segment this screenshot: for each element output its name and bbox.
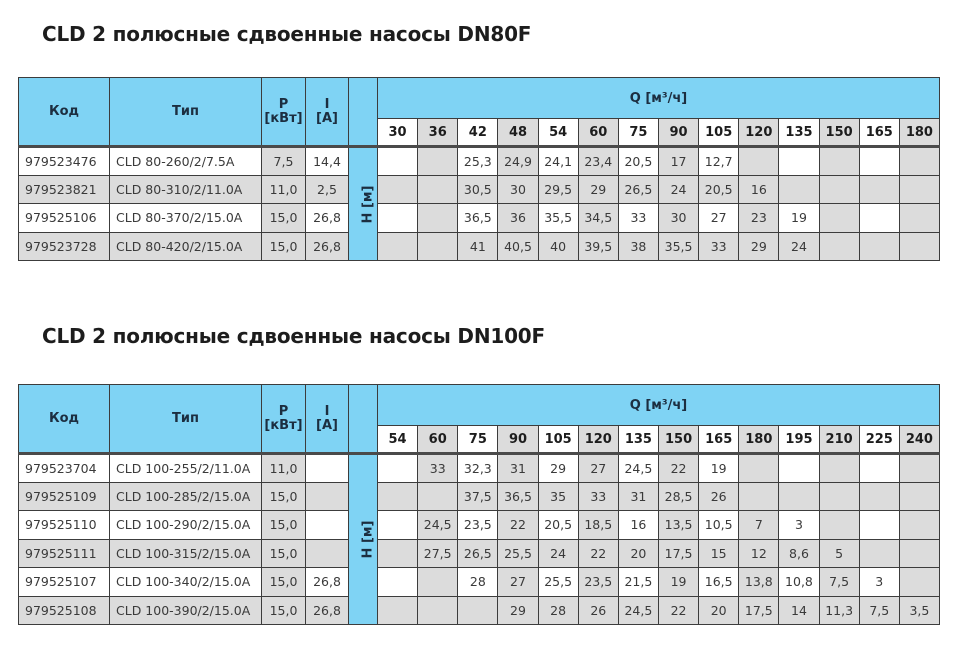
cell-head-value: 33 — [699, 232, 739, 261]
cell-current: 26,8 — [306, 568, 349, 597]
cell-head-value: 29 — [498, 596, 538, 625]
cell-head-value: 41 — [458, 232, 498, 261]
current-symbol: I — [324, 403, 330, 419]
cell-head-value — [899, 511, 939, 540]
cell-head-value: 25,5 — [498, 539, 538, 568]
cell-head-value: 24,9 — [498, 147, 538, 176]
power-unit: [кВт] — [264, 417, 303, 433]
cell-head-value — [819, 175, 859, 204]
head-axis-label — [349, 147, 378, 261]
flow-value-header: 135 — [779, 119, 819, 147]
cell-head-value — [819, 482, 859, 511]
table-row — [19, 175, 940, 204]
cell-head-value — [378, 232, 418, 261]
flow-value-header: 165 — [699, 426, 739, 454]
cell-code: 979523821 — [19, 175, 110, 204]
cell-head-value: 28,5 — [658, 482, 698, 511]
table-row — [19, 596, 940, 625]
pump-table-dn80f — [18, 77, 940, 261]
flow-value-header: 75 — [618, 119, 658, 147]
cell-head-value: 19 — [779, 204, 819, 233]
cell-head-value — [859, 539, 899, 568]
cell-head-value: 3,5 — [899, 596, 939, 625]
cell-head-value: 36,5 — [498, 482, 538, 511]
cell-current — [306, 454, 349, 483]
column-header-head-spacer — [349, 385, 378, 454]
cell-current: 14,4 — [306, 147, 349, 176]
cell-type: CLD 80-420/2/15.0A — [110, 232, 262, 261]
flow-value-header: 90 — [658, 119, 698, 147]
table-body — [19, 454, 940, 625]
cell-head-value — [378, 568, 418, 597]
cell-head-value — [779, 482, 819, 511]
flow-value-header: 150 — [819, 119, 859, 147]
column-header-head-spacer — [349, 78, 378, 147]
cell-current: 26,8 — [306, 596, 349, 625]
column-header-power — [262, 385, 306, 454]
cell-head-value — [859, 232, 899, 261]
cell-head-value: 33 — [578, 482, 618, 511]
cell-head-value: 26 — [699, 482, 739, 511]
cell-head-value: 40 — [538, 232, 578, 261]
flow-value-header: 210 — [819, 426, 859, 454]
cell-head-value: 33 — [418, 454, 458, 483]
cell-head-value: 8,6 — [779, 539, 819, 568]
cell-head-value: 29 — [538, 454, 578, 483]
cell-head-value: 29,5 — [538, 175, 578, 204]
cell-head-value: 26,5 — [618, 175, 658, 204]
cell-head-value: 27,5 — [418, 539, 458, 568]
cell-head-value — [779, 147, 819, 176]
flow-value-header: 135 — [618, 426, 658, 454]
head-axis-label — [349, 454, 378, 625]
cell-head-value: 7 — [739, 511, 779, 540]
power-symbol: P — [278, 403, 289, 419]
cell-head-value: 40,5 — [498, 232, 538, 261]
flow-value-header: 105 — [699, 119, 739, 147]
table-row — [19, 482, 940, 511]
column-header-flow: Q [м³/ч] — [378, 78, 940, 119]
cell-power: 15,0 — [262, 539, 306, 568]
cell-head-value — [899, 147, 939, 176]
cell-head-value: 10,5 — [699, 511, 739, 540]
cell-current: 2,5 — [306, 175, 349, 204]
cell-type: CLD 100-315/2/15.0A — [110, 539, 262, 568]
cell-head-value: 3 — [779, 511, 819, 540]
cell-head-value — [779, 175, 819, 204]
cell-head-value: 34,5 — [578, 204, 618, 233]
cell-head-value: 5 — [819, 539, 859, 568]
cell-code: 979525110 — [19, 511, 110, 540]
cell-head-value — [418, 482, 458, 511]
cell-head-value: 20,5 — [618, 147, 658, 176]
cell-head-value: 3 — [859, 568, 899, 597]
cell-head-value: 35,5 — [658, 232, 698, 261]
cell-head-value: 30 — [498, 175, 538, 204]
flow-value-header: 105 — [538, 426, 578, 454]
cell-head-value — [819, 454, 859, 483]
cell-head-value: 32,3 — [458, 454, 498, 483]
cell-head-value: 38 — [618, 232, 658, 261]
cell-head-value: 19 — [658, 568, 698, 597]
cell-head-value: 18,5 — [578, 511, 618, 540]
flow-value-header: 120 — [578, 426, 618, 454]
flow-value-header: 54 — [538, 119, 578, 147]
cell-head-value: 27 — [699, 204, 739, 233]
cell-code: 979523728 — [19, 232, 110, 261]
column-header-current — [306, 78, 349, 147]
cell-head-value: 22 — [658, 454, 698, 483]
cell-head-value — [739, 454, 779, 483]
cell-head-value — [378, 596, 418, 625]
cell-code: 979523476 — [19, 147, 110, 176]
table-body — [19, 147, 940, 261]
cell-head-value: 24 — [538, 539, 578, 568]
flow-value-header: 180 — [899, 119, 939, 147]
cell-head-value: 27 — [498, 568, 538, 597]
cell-head-value — [899, 232, 939, 261]
flow-value-header: 48 — [498, 119, 538, 147]
cell-head-value: 31 — [498, 454, 538, 483]
cell-head-value — [859, 482, 899, 511]
cell-head-value: 31 — [618, 482, 658, 511]
cell-head-value: 20,5 — [699, 175, 739, 204]
table-title-dn80f: CLD 2 полюсные сдвоенные насосы DN80F — [42, 22, 532, 46]
cell-power: 11,0 — [262, 454, 306, 483]
cell-head-value: 16 — [618, 511, 658, 540]
cell-code: 979525108 — [19, 596, 110, 625]
cell-head-value — [378, 147, 418, 176]
cell-head-value — [418, 147, 458, 176]
cell-head-value: 36 — [498, 204, 538, 233]
cell-head-value — [859, 204, 899, 233]
cell-head-value: 36,5 — [458, 204, 498, 233]
flow-value-header: 195 — [779, 426, 819, 454]
cell-head-value: 25,5 — [538, 568, 578, 597]
cell-type: CLD 100-255/2/11.0A — [110, 454, 262, 483]
cell-head-value: 12 — [739, 539, 779, 568]
cell-head-value — [899, 482, 939, 511]
flow-value-header: 54 — [378, 426, 418, 454]
cell-head-value: 19 — [699, 454, 739, 483]
flow-value-header: 90 — [498, 426, 538, 454]
column-header-code: Код — [19, 78, 110, 147]
cell-head-value: 26 — [578, 596, 618, 625]
column-header-power — [262, 78, 306, 147]
cell-head-value: 24,5 — [618, 454, 658, 483]
cell-head-value: 15 — [699, 539, 739, 568]
power-symbol: P — [278, 96, 289, 112]
cell-head-value: 16 — [739, 175, 779, 204]
cell-type: CLD 100-285/2/15.0A — [110, 482, 262, 511]
cell-type: CLD 80-370/2/15.0A — [110, 204, 262, 233]
cell-head-value: 24,1 — [538, 147, 578, 176]
current-unit: [A] — [316, 417, 338, 433]
cell-head-value: 22 — [658, 596, 698, 625]
cell-code: 979525107 — [19, 568, 110, 597]
flow-value-header: 36 — [418, 119, 458, 147]
cell-head-value: 26,5 — [458, 539, 498, 568]
cell-head-value — [418, 232, 458, 261]
column-header-code: Код — [19, 385, 110, 454]
cell-head-value: 20 — [618, 539, 658, 568]
cell-type: CLD 100-390/2/15.0A — [110, 596, 262, 625]
cell-head-value: 24,5 — [618, 596, 658, 625]
column-header-flow: Q [м³/ч] — [378, 385, 940, 426]
cell-type: CLD 80-310/2/11.0A — [110, 175, 262, 204]
table-row — [19, 511, 940, 540]
power-unit: [кВт] — [264, 110, 303, 126]
cell-head-value — [899, 539, 939, 568]
table-row — [19, 204, 940, 233]
cell-head-value — [859, 511, 899, 540]
flow-value-header: 42 — [458, 119, 498, 147]
cell-head-value — [779, 454, 819, 483]
cell-power: 15,0 — [262, 596, 306, 625]
head-label-text: H [м] — [360, 520, 376, 559]
cell-head-value — [418, 568, 458, 597]
flow-value-header: 75 — [458, 426, 498, 454]
cell-type: CLD 100-290/2/15.0A — [110, 511, 262, 540]
cell-head-value: 29 — [578, 175, 618, 204]
table-row — [19, 539, 940, 568]
cell-power: 11,0 — [262, 175, 306, 204]
cell-head-value: 22 — [578, 539, 618, 568]
cell-head-value — [378, 482, 418, 511]
cell-head-value: 11,3 — [819, 596, 859, 625]
current-symbol: I — [324, 96, 330, 112]
column-header-type: Тип — [110, 385, 262, 454]
cell-head-value — [378, 204, 418, 233]
cell-head-value: 37,5 — [458, 482, 498, 511]
cell-head-value — [739, 482, 779, 511]
cell-head-value — [458, 596, 498, 625]
cell-head-value: 35 — [538, 482, 578, 511]
cell-head-value — [819, 147, 859, 176]
flow-value-header: 165 — [859, 119, 899, 147]
table-row — [19, 147, 940, 176]
flow-value-header: 225 — [859, 426, 899, 454]
cell-head-value: 35,5 — [538, 204, 578, 233]
cell-head-value: 30,5 — [458, 175, 498, 204]
cell-head-value: 22 — [498, 511, 538, 540]
cell-current — [306, 539, 349, 568]
cell-power: 15,0 — [262, 568, 306, 597]
pump-table-dn100f — [18, 384, 940, 625]
cell-head-value — [859, 147, 899, 176]
current-unit: [A] — [316, 110, 338, 126]
cell-current — [306, 511, 349, 540]
flow-value-header: 120 — [739, 119, 779, 147]
table-row — [19, 232, 940, 261]
cell-head-value — [899, 175, 939, 204]
cell-head-value — [378, 539, 418, 568]
cell-head-value — [859, 454, 899, 483]
cell-head-value: 20,5 — [538, 511, 578, 540]
cell-head-value: 10,8 — [779, 568, 819, 597]
cell-head-value: 23,4 — [578, 147, 618, 176]
cell-head-value — [739, 147, 779, 176]
cell-head-value — [378, 454, 418, 483]
cell-current: 26,8 — [306, 204, 349, 233]
table-row — [19, 568, 940, 597]
cell-code: 979523704 — [19, 454, 110, 483]
flow-value-header: 150 — [658, 426, 698, 454]
cell-power: 15,0 — [262, 511, 306, 540]
cell-head-value: 20 — [699, 596, 739, 625]
cell-head-value — [899, 454, 939, 483]
cell-head-value: 24 — [779, 232, 819, 261]
cell-head-value: 23,5 — [458, 511, 498, 540]
cell-head-value: 24 — [658, 175, 698, 204]
cell-head-value: 14 — [779, 596, 819, 625]
cell-head-value: 24,5 — [418, 511, 458, 540]
cell-code: 979525106 — [19, 204, 110, 233]
cell-code: 979525111 — [19, 539, 110, 568]
cell-head-value — [859, 175, 899, 204]
cell-head-value: 29 — [739, 232, 779, 261]
cell-power: 15,0 — [262, 482, 306, 511]
cell-head-value — [819, 511, 859, 540]
cell-head-value — [378, 511, 418, 540]
head-label-text: H [м] — [360, 185, 376, 223]
cell-head-value — [899, 204, 939, 233]
flow-value-header: 60 — [578, 119, 618, 147]
flow-value-header: 30 — [378, 119, 418, 147]
cell-head-value — [418, 175, 458, 204]
cell-head-value: 30 — [658, 204, 698, 233]
cell-type: CLD 100-340/2/15.0A — [110, 568, 262, 597]
cell-head-value: 21,5 — [618, 568, 658, 597]
cell-current — [306, 482, 349, 511]
cell-head-value: 7,5 — [819, 568, 859, 597]
cell-head-value: 33 — [618, 204, 658, 233]
cell-head-value: 25,3 — [458, 147, 498, 176]
cell-head-value: 17,5 — [658, 539, 698, 568]
cell-head-value: 23,5 — [578, 568, 618, 597]
cell-head-value — [378, 175, 418, 204]
cell-head-value: 17 — [658, 147, 698, 176]
cell-code: 979525109 — [19, 482, 110, 511]
flow-value-header: 60 — [418, 426, 458, 454]
cell-head-value — [418, 596, 458, 625]
cell-head-value: 13,8 — [739, 568, 779, 597]
cell-head-value: 23 — [739, 204, 779, 233]
table-row — [19, 454, 940, 483]
cell-head-value: 27 — [578, 454, 618, 483]
cell-head-value: 39,5 — [578, 232, 618, 261]
cell-current: 26,8 — [306, 232, 349, 261]
cell-head-value: 13,5 — [658, 511, 698, 540]
flow-value-header: 180 — [739, 426, 779, 454]
column-header-current — [306, 385, 349, 454]
cell-head-value: 12,7 — [699, 147, 739, 176]
cell-head-value: 7,5 — [859, 596, 899, 625]
cell-head-value: 28 — [458, 568, 498, 597]
flow-value-header: 240 — [899, 426, 939, 454]
cell-power: 15,0 — [262, 204, 306, 233]
cell-power: 15,0 — [262, 232, 306, 261]
cell-power: 7,5 — [262, 147, 306, 176]
cell-head-value: 16,5 — [699, 568, 739, 597]
table-title-dn100f: CLD 2 полюсные сдвоенные насосы DN100F — [42, 324, 545, 348]
cell-head-value: 28 — [538, 596, 578, 625]
cell-head-value — [819, 204, 859, 233]
cell-head-value — [899, 568, 939, 597]
column-header-type: Тип — [110, 78, 262, 147]
cell-head-value: 17,5 — [739, 596, 779, 625]
cell-type: CLD 80-260/2/7.5A — [110, 147, 262, 176]
cell-head-value — [418, 204, 458, 233]
cell-head-value — [819, 232, 859, 261]
